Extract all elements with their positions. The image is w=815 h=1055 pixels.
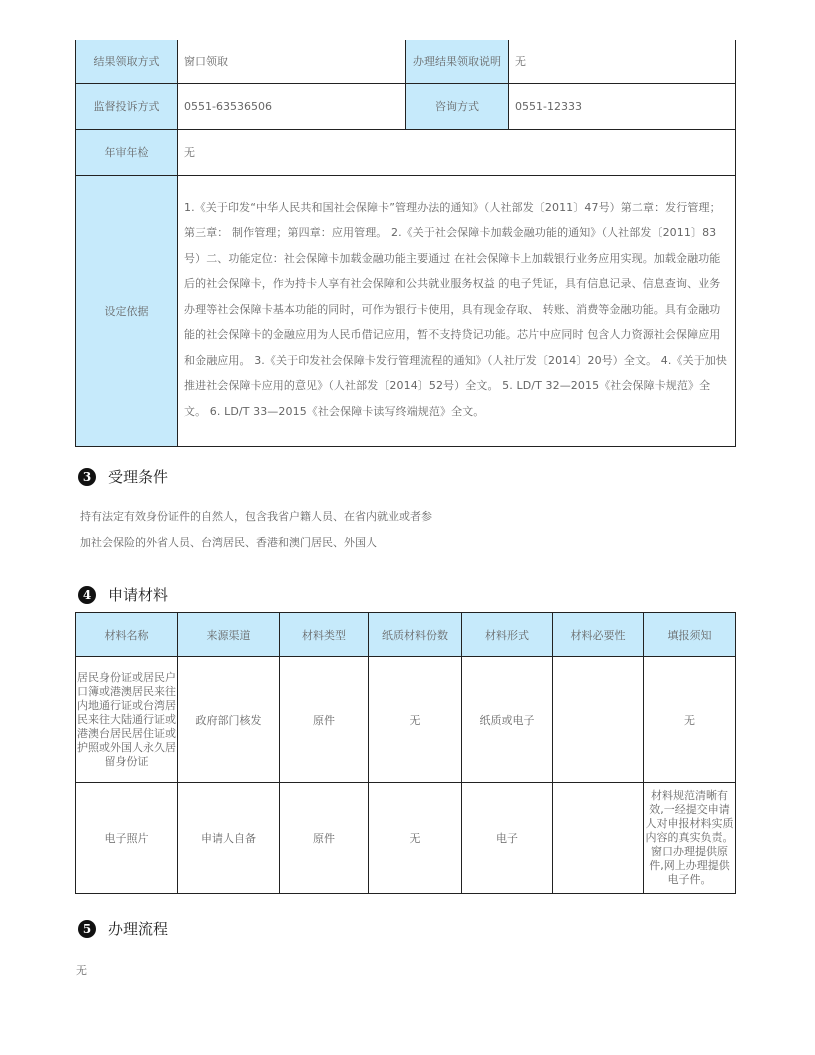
column-header: 纸质材料份数 bbox=[369, 613, 462, 657]
number-badge-icon: 4 bbox=[78, 586, 96, 604]
acceptance-conditions bbox=[80, 504, 500, 556]
table-row bbox=[76, 40, 736, 83]
table-row bbox=[76, 783, 736, 894]
cell-necessity bbox=[553, 657, 644, 783]
cell-label: 咨询方式 bbox=[406, 83, 509, 129]
cell-copies: 无 bbox=[369, 657, 462, 783]
table-row bbox=[76, 83, 736, 129]
cell-label: 年审年检 bbox=[76, 129, 178, 175]
cell-label: 结果领取方式 bbox=[76, 40, 178, 83]
number-badge-icon: 3 bbox=[78, 468, 96, 486]
column-header: 材料必要性 bbox=[553, 613, 644, 657]
cell-copies: 无 bbox=[369, 783, 462, 894]
section-title: 受理条件 bbox=[108, 468, 169, 486]
cell-material-name: 电子照片 bbox=[76, 783, 178, 894]
table-row bbox=[76, 657, 736, 783]
cell-source: 申请人自备 bbox=[178, 783, 280, 894]
cell-notes: 无 bbox=[644, 657, 736, 783]
materials-table bbox=[75, 612, 736, 894]
column-header: 材料名称 bbox=[76, 613, 178, 657]
paragraph-line: 加社会保险的外省人员、台湾居民、香港和澳门居民、外国人 bbox=[80, 536, 377, 549]
paragraph-line: 持有法定有效身份证件的自然人，包含我省户籍人员、在省内就业或者参 bbox=[80, 510, 432, 523]
cell-material-name: 居民身份证或居民户口簿或港澳居民来往内地通行证或台湾居民来往大陆通行证或港澳台居民居住证或护照或外国人永久居留身份证 bbox=[76, 657, 178, 783]
section-title: 申请材料 bbox=[108, 586, 169, 604]
cell-label: 办理结果领取说明 bbox=[406, 40, 509, 83]
info-table bbox=[75, 40, 736, 447]
cell-value: 无 bbox=[509, 40, 736, 83]
cell-source: 政府部门核发 bbox=[178, 657, 280, 783]
cell-value: 无 bbox=[178, 129, 736, 175]
section-header-process bbox=[78, 918, 168, 939]
number-badge-icon: 5 bbox=[78, 920, 96, 938]
cell-type: 原件 bbox=[280, 657, 369, 783]
cell-notes: 材料规范清晰有效,一经提交申请人对申报材料实质内容的真实负责。窗口办理提供原件,网上办理提供电子件。 bbox=[644, 783, 736, 894]
table-row bbox=[76, 129, 736, 175]
process-text: 无 bbox=[76, 964, 87, 977]
table-row bbox=[76, 175, 736, 446]
column-header: 填报须知 bbox=[644, 613, 736, 657]
cell-form: 纸质或电子 bbox=[462, 657, 553, 783]
cell-value: 0551-12333 bbox=[509, 83, 736, 129]
cell-value: 0551-63536506 bbox=[178, 83, 406, 129]
column-header: 材料类型 bbox=[280, 613, 369, 657]
cell-label: 设定依据 bbox=[76, 175, 178, 446]
section-title: 办理流程 bbox=[108, 920, 169, 938]
cell-form: 电子 bbox=[462, 783, 553, 894]
legal-basis-text: 1.《关于印发“中华人民共和国社会保障卡”管理办法的通知》（人社部发〔2011〕47号）第二章：发行管理；第三章： 制作管理；第四章：应用管理。 2.《关于社会保障卡加载金融功能的通知》（人社部发〔2011〕83号）二、功能定位：社会保障卡加载金融功能主要通过 在社会保障卡上加载银行业务应用实现。加载金融功能后的社会保障卡，作为持卡人享有社会保障和公共就业服务权益 的电子凭证，具有信息记录、信息查询、业务办理等社会保障卡基本功能的同时，可作为银行卡使用，具有现金存取、 转账、消费等金融功能。具有金融功能的社会保障卡的金融应用为人民币借记应用，暂不支持贷记功能。芯片中应同时 包含人力资源社会保障应用和金融应用。 3.《关于印发社会保障卡发行管理流程的通知》（人社厅发〔2014〕20号）全文。 4.《关于加快推进社会保障卡应用的意见》（人社部发〔2014〕52号）全文。 5. LD/T 32—2015《社会保障卡规范》全文。 6. LD/T 33—2015《社会保障卡读写终端规范》全文。 bbox=[178, 175, 736, 446]
cell-value: 窗口领取 bbox=[178, 40, 406, 83]
table-header-row bbox=[76, 613, 736, 657]
column-header: 来源渠道 bbox=[178, 613, 280, 657]
cell-type: 原件 bbox=[280, 783, 369, 894]
column-header: 材料形式 bbox=[462, 613, 553, 657]
section-header-acceptance bbox=[78, 466, 168, 487]
cell-label: 监督投诉方式 bbox=[76, 83, 178, 129]
section-header-materials bbox=[78, 584, 168, 605]
cell-necessity bbox=[553, 783, 644, 894]
